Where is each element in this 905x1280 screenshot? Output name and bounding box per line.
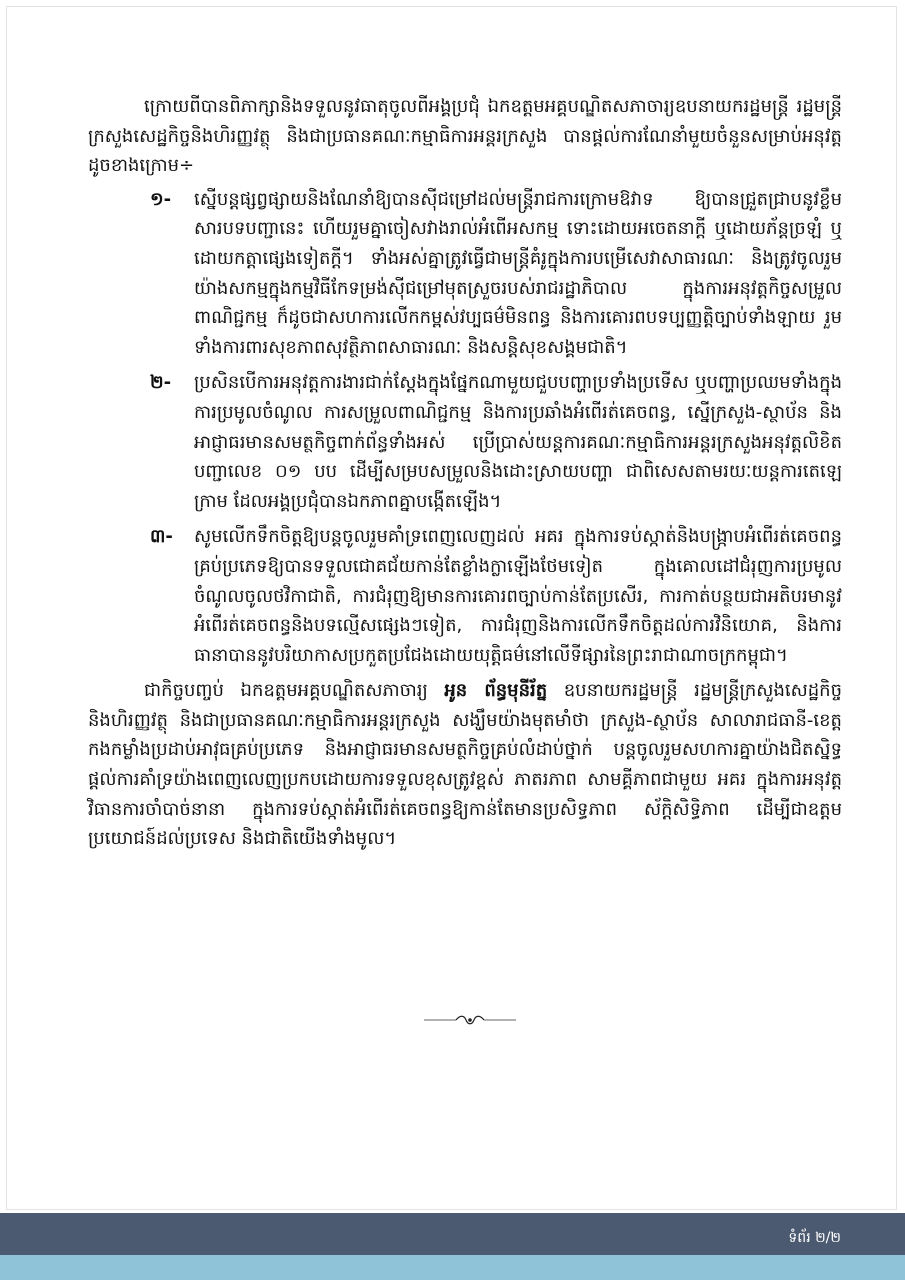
intro-paragraph: ក្រោយពីបានពិភាក្សានិងទទួលនូវធាតុចូលពីអង្គប្រជុំ ឯកឧត្តមអគ្គបណ្ឌិតសភាចារ្យឧបនាយករដ្ឋមន្ត្រី រដ្ឋមន្ត្រីក្រសួងសេដ្ឋកិច្ចនិងហិរញ្ញវត្ថុ និងជាប្រធានគណៈកម្មាធិការអន្តរក្រសួង បានផ្តល់ការណែនាំមួយចំនួនសម្រាប់អនុវត្ត ដូចខាងក្រោម÷ [88,96,842,177]
list-item-text: ប្រសិនបើការអនុវត្តការងារជាក់ស្តែងក្នុងផ្នែកណាមួយជួបបញ្ហាប្រទាំងប្រទើស ឬបញ្ហាប្រឈមទាំងក្នុងការប្រមូលចំណូល ការសម្រួលពាណិជ្ជកម្ម និងការប្រឆាំងអំពើរត់គេចពន្ធ, ស្នើក្រសួង-ស្ថាប័ន និងអាជ្ញាធរមានសមត្ថកិច្ចពាក់ព័ន្ធទាំងអស់ ប្រើប្រាស់យន្តការគណៈកម្មាធិការអន្តរក្រសួងអនុវត្តលិខិតបញ្ជាលេខ ០១ បប ដើម្បីសម្របសម្រួលនិងដោះស្រាយបញ្ហា ជាពិសេសតាមរយៈយន្តការតេឡេក្រាម ដែលអង្គប្រជុំបានឯកភាពគ្នាបង្កើតឡើង។ [194,372,842,512]
footer-bar [0,1213,905,1255]
closing-paragraph [88,676,842,854]
page-number: ទំព័រ ២/២ [788,1230,841,1246]
instruction-list [88,185,842,671]
closing-text-before: ជាកិច្ចបញ្ចប់ ឯកឧត្តមអគ្គបណ្ឌិតសភាចារ្យ [144,680,445,702]
list-item [88,368,842,516]
list-item [88,522,842,670]
divider-ornament-icon [422,1012,518,1028]
list-item [88,185,842,363]
list-item-text: សូមលើកទឹកចិត្តឱ្យបន្តចូលរួមគាំទ្រពេញលេញដល់ អគរ ក្នុងការទប់ស្កាត់និងបង្ក្រាបអំពើរត់គេចពន្ធគ្រប់ប្រភេទឱ្យបានទទួលជោគជ័យកាន់តែខ្លាំងក្លាឡើងថែមទៀត ក្នុងគោលដៅជំរុញការប្រមូលចំណូលចូលថវិកាជាតិ, ការជំរុញឱ្យមានការគោរពច្បាប់កាន់តែប្រសើរ, ការកាត់បន្ថយជាអតិបរមានូវអំពើរត់គេចពន្ធនិងបទល្មើសផ្សេងៗទៀត, ការជំរុញនិងការលើកទឹកចិត្តដល់ការវិនិយោគ, និងការធានាបាននូវបរិយាកាសប្រកួតប្រជែងដោយយុត្តិធម៌នៅលើទីផ្សារនៃព្រះរាជាណាចក្រកម្ពុជា។ [194,526,842,666]
footer-accent-bar [0,1255,905,1280]
list-item-number: ២- [150,372,172,394]
list-item-number: ៣- [150,526,173,548]
closing-text-after: ឧបនាយករដ្ឋមន្ត្រី រដ្ឋមន្ត្រីក្រសួងសេដ្ឋកិច្ចនិងហិរញ្ញវត្ថុ និងជាប្រធានគណៈកម្មាធិការអន្តរក្រសួង សង្ឃឹមយ៉ាងមុតមាំថា ក្រសួង-ស្ថាប័ន សាលារាជធានី-ខេត្ត កងកម្លាំងប្រដាប់អាវុធគ្រប់ប្រភេទ និងអាជ្ញាធរមានសមត្ថកិច្ចគ្រប់លំដាប់ថ្នាក់ បន្តចូលរួមសហការគ្នាយ៉ាងជិតស្និទ្ធ ផ្តល់ការគាំទ្រយ៉ាងពេញលេញប្រកបដោយការទទួលខុសត្រូវខ្ពស់ ភាតរភាព សាមគ្គីភាពជាមួយ អគរ ក្នុងការអនុវត្តវិធានការចាំបាច់នានា ក្នុងការទប់ស្កាត់អំពើរត់គេចពន្ធឱ្យកាន់តែមានប្រសិទ្ធភាព ស័ក្តិសិទ្ធិភាព ដើម្បីជាឧត្តមប្រយោជន៍ដល់ប្រទេស និងជាតិយើងទាំងមូល។ [88,680,843,850]
list-item-number: ១- [150,188,172,210]
list-item-text: ស្នើបន្តផ្សព្វផ្សាយនិងណែនាំឱ្យបានស៊ីជម្រៅដល់មន្ត្រីរាជការក្រោមឱវាទ ឱ្យបានជ្រួតជ្រាបនូវខ្លឹមសារបទបញ្ជានេះ ហើយរួមគ្នាចៀសវាងរាល់អំពើអសកម្ម ទោះដោយអចេតនាក្តី ឬដោយភ័ន្តច្រឡំ ឬដោយកត្តាផ្សេងទៀតក្តី។ ទាំងអស់គ្នាត្រូវធ្វើជាមន្ត្រីគំរូក្នុងការបម្រើសេវាសាធារណៈ និងត្រូវចូលរួមយ៉ាងសកម្មក្នុងកម្មវិធីកែទម្រង់ស៊ីជម្រៅមុតស្រួចរបស់រាជរដ្ឋាភិបាល ក្នុងការអនុវត្តកិច្ចសម្រួលពាណិជ្ជកម្ម ក៏ដូចជាសហការលើកកម្ពស់វប្បធម៌មិនពន្ធ និងការគោរពបទប្បញ្ញត្តិច្បាប់ទាំងឡាយ រួមទាំងការពារសុខភាពសុវត្ថិភាពសាធារណៈ និងសន្តិសុខសង្គមជាតិ។ [194,188,842,358]
document-body [88,92,842,858]
minister-name: អូន ព័ន្ធមុនីរ័ត្ន [444,680,548,702]
